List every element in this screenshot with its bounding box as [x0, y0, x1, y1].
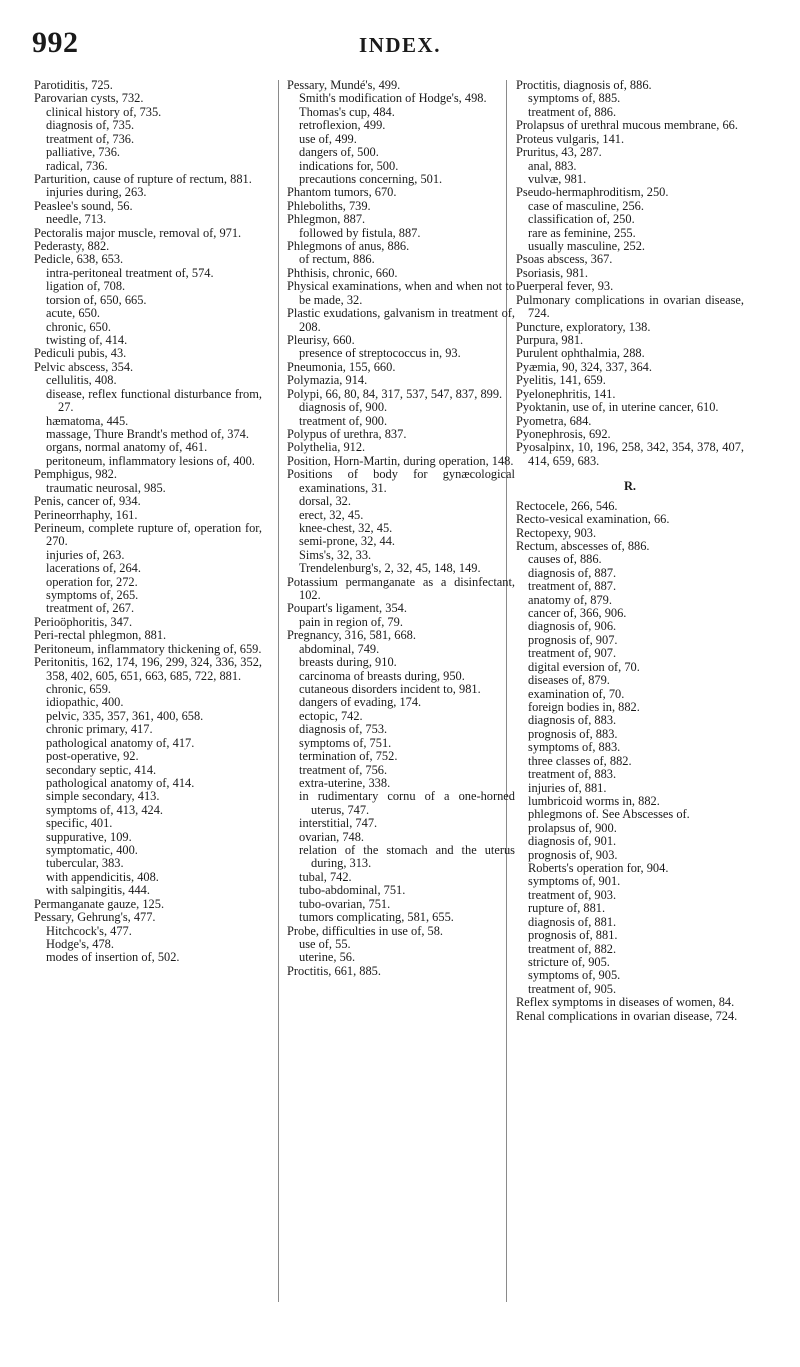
index-subentry: diagnosis of, 753. — [299, 722, 388, 737]
index-subentry: indications for, 500. — [299, 158, 399, 173]
index-subentry: erect, 32, 45. — [299, 507, 364, 522]
index-subentry: anal, 883. — [528, 158, 577, 173]
index-subentry: followed by fistula, 887. — [299, 225, 421, 240]
index-entry: Phantom tumors, 670. — [287, 185, 397, 200]
index-entry: Permanganate gauze, 125. — [34, 896, 165, 911]
index-entry: Rectopexy, 903. — [516, 525, 597, 540]
index-subentry: treatment of, 900. — [299, 413, 388, 428]
index-subentry: traumatic neurosal, 985. — [46, 480, 166, 495]
index-entry: Pectoralis major muscle, removal of, 971. — [34, 225, 242, 240]
index-subentry: tumors complicating, 581, 655. — [299, 910, 454, 925]
index-entry: Poupart's ligament, 354. — [287, 601, 407, 616]
index-subentry: dangers of evading, 174. — [299, 695, 422, 710]
index-entry: Pregnancy, 316, 581, 668. — [287, 628, 416, 643]
index-subentry: operation for, 272. — [46, 574, 138, 589]
index-entry: Proctitis, 661, 885. — [287, 963, 381, 978]
index-entry: Rectum, abscesses of, 886. — [516, 538, 650, 553]
index-subentry: simple secondary, 413. — [46, 789, 160, 804]
index-subentry: symptomatic, 400. — [46, 843, 138, 858]
index-entry: Parturition, cause of rupture of rectum, 881. — [34, 171, 252, 186]
index-subentry: foreign bodies in, 882. — [528, 699, 640, 714]
index-subentry: tubercular, 383. — [46, 856, 124, 871]
index-entry: Polythelia, 912. — [287, 440, 366, 455]
index-column-3 — [516, 79, 744, 1023]
index-subentry: in rudimentary cornu of a one-horned uterus, 747. — [299, 789, 515, 817]
index-entry: Pyonephrosis, 692. — [516, 426, 611, 441]
index-entry: Plastic exudations, galvanism in treatment of, 208. — [287, 306, 515, 334]
index-subentry: peritoneum, inflammatory lesions of, 400. — [46, 453, 255, 468]
index-subentry: case of masculine, 256. — [528, 198, 644, 213]
index-subentry: diagnosis of, 735. — [46, 118, 135, 133]
index-entry: Pederasty, 882. — [34, 239, 110, 254]
index-entry: Pulmonary complications in ovarian disease, 724. — [516, 292, 744, 321]
index-subentry: symptoms of, 885. — [528, 91, 621, 106]
index-subentry: treatment of, 905. — [528, 981, 617, 996]
index-subentry: use of, 499. — [299, 131, 357, 146]
index-subentry: treatment of, 886. — [528, 104, 617, 119]
page-number: 992 — [32, 26, 79, 59]
index-subentry: anatomy of, 879. — [528, 592, 612, 607]
column-divider — [278, 80, 279, 1302]
index-subentry: phlegmons of. See Abscesses of. — [528, 807, 690, 822]
index-subentry: causes of, 886. — [528, 552, 602, 567]
index-subentry: abdominal, 749. — [299, 641, 380, 656]
index-entry: Potassium permanganate as a disinfectant, 102. — [287, 574, 515, 603]
index-subentry: twisting of, 414. — [46, 333, 128, 348]
index-entry: Puerperal fever, 93. — [516, 279, 614, 294]
index-subentry: radical, 736. — [46, 158, 108, 173]
index-entry: Polymazia, 914. — [287, 373, 368, 388]
index-subentry: carcinoma of breasts during, 950. — [299, 668, 465, 683]
index-subentry: post-operative, 92. — [46, 749, 139, 764]
index-subentry: ectopic, 742. — [299, 708, 363, 723]
index-subentry: diagnosis of, 901. — [528, 834, 617, 849]
index-subentry: Hodge's, 478. — [46, 937, 114, 951]
index-subentry: symptoms of, 265. — [46, 588, 139, 603]
index-subentry: disease, reflex functional disturbance from, 27. — [46, 386, 262, 415]
index-subentry: modes of insertion of, 502. — [46, 950, 180, 965]
index-subentry: pain in region of, 79. — [299, 614, 403, 629]
index-subentry: Thomas's cup, 484. — [299, 104, 395, 119]
index-subentry: uterine, 56. — [299, 950, 356, 965]
index-subentry: semi-prone, 32, 44. — [299, 534, 396, 549]
index-entry: Renal complications in ovarian disease, 724. — [516, 1008, 738, 1023]
index-entry: Prolapsus of urethral mucous membrane, 66. — [516, 118, 738, 133]
index-subentry: injuries of, 881. — [528, 780, 607, 795]
index-subentry: Hitchcock's, 477. — [46, 923, 132, 938]
index-entry: Positions of body for gynæcological examinations, 31. — [287, 467, 515, 495]
index-subentry: pelvic, 335, 357, 361, 400, 658. — [46, 708, 204, 723]
index-entry: Phlegmons of anus, 886. — [287, 239, 410, 254]
index-entry: Pelvic abscess, 354. — [34, 359, 134, 374]
index-subentry: tubo-abdominal, 751. — [299, 883, 406, 898]
index-entry: Recto-vesical examination, 66. — [516, 512, 670, 527]
index-subentry: symptoms of, 751. — [299, 735, 392, 750]
index-entry: Position, Horn-Martin, during operation, 148. — [287, 453, 514, 468]
index-subentry: diagnosis of, 883. — [528, 713, 617, 728]
index-subentry: treatment of, 736. — [46, 131, 135, 146]
index-subentry: chronic primary, 417. — [46, 722, 153, 737]
index-subentry: injuries during, 263. — [46, 185, 147, 200]
index-subentry: stricture of, 905. — [528, 955, 610, 969]
index-entry: Pneumonia, 155, 660. — [287, 359, 396, 374]
index-entry: Penis, cancer of, 934. — [34, 494, 141, 509]
index-entry: Pemphigus, 982. — [34, 467, 117, 482]
index-entry: Pessary, Mundé's, 499. — [287, 78, 401, 92]
index-subentry: diagnosis of, 900. — [299, 400, 388, 415]
index-subentry: tubo-ovarian, 751. — [299, 896, 391, 911]
index-entry: Pyelonephritis, 141. — [516, 386, 616, 401]
index-subentry: tubal, 742. — [299, 869, 352, 884]
index-entry: Peaslee's sound, 56. — [34, 198, 133, 213]
index-subentry: diagnosis of, 887. — [528, 565, 617, 580]
index-entry: Proteus vulgaris, 141. — [516, 131, 625, 146]
index-subentry: secondary septic, 414. — [46, 762, 157, 777]
index-subentry: treatment of, 903. — [528, 887, 617, 902]
index-subentry: treatment of, 267. — [46, 601, 135, 616]
index-subentry: torsion of, 650, 665. — [46, 292, 147, 307]
index-subentry: examination of, 70. — [528, 686, 625, 701]
index-subentry: injuries of, 263. — [46, 547, 125, 562]
index-subentry: treatment of, 756. — [299, 762, 388, 777]
index-subentry: idiopathic, 400. — [46, 695, 124, 710]
index-entry: Polypi, 66, 80, 84, 317, 537, 547, 837, 899. — [287, 386, 503, 401]
index-subentry: use of, 55. — [299, 937, 351, 951]
index-subentry: organs, normal anatomy of, 461. — [46, 440, 208, 455]
index-entry: Pedicle, 638, 653. — [34, 252, 124, 267]
index-entry: Puncture, exploratory, 138. — [516, 319, 651, 334]
index-subentry: Smith's modification of Hodge's, 498. — [299, 91, 487, 106]
index-subentry: palliative, 736. — [46, 145, 120, 160]
index-subentry: symptoms of, 905. — [528, 968, 621, 983]
index-entry: Peritonitis, 162, 174, 196, 299, 324, 336, 352, 358, 402, 605, 651, 663, 685, 722, 881. — [34, 655, 262, 683]
index-subentry: rare as feminine, 255. — [528, 225, 636, 240]
index-subentry: suppurative, 109. — [46, 829, 132, 844]
index-subentry: dorsal, 32. — [299, 494, 351, 509]
index-entry: Perineum, complete rupture of, operation for, 270. — [34, 520, 262, 549]
index-subentry: treatment of, 887. — [528, 579, 617, 594]
index-column-1 — [34, 79, 262, 965]
index-subentry: intra-peritoneal treatment of, 574. — [46, 265, 214, 280]
index-entry: Phthisis, chronic, 660. — [287, 265, 398, 280]
index-subentry: retroflexion, 499. — [299, 118, 386, 133]
index-subentry: extra-uterine, 338. — [299, 775, 391, 790]
index-entry: Reflex symptoms in diseases of women, 84. — [516, 995, 735, 1010]
index-entry: Physical examinations, when and when not to be made, 32. — [287, 279, 515, 307]
index-entry: Peritoneum, inflammatory thickening of, 659. — [34, 641, 262, 656]
index-subentry: breasts during, 910. — [299, 655, 397, 670]
index-subentry: diagnosis of, 906. — [528, 619, 617, 634]
index-subentry: symptoms of, 413, 424. — [46, 802, 164, 817]
index-subentry: diseases of, 879. — [528, 673, 610, 688]
index-subentry: presence of streptococcus in, 93. — [299, 346, 461, 361]
index-subentry: cellulitis, 408. — [46, 373, 117, 388]
index-subentry: with appendicitis, 408. — [46, 869, 159, 884]
index-entry: Parovarian cysts, 732. — [34, 91, 144, 106]
index-subentry: chronic, 659. — [46, 681, 112, 696]
index-entry: Pyæmia, 90, 324, 337, 364. — [516, 359, 652, 374]
index-entry: Pyelitis, 141, 659. — [516, 373, 606, 388]
index-subentry: of rectum, 886. — [299, 252, 375, 267]
index-subentry: hæmatoma, 445. — [46, 413, 129, 428]
index-subentry: rupture of, 881. — [528, 901, 606, 916]
index-subentry: lacerations of, 264. — [46, 561, 141, 576]
index-entry: Pyometra, 684. — [516, 413, 592, 428]
index-subentry: Sims's, 32, 33. — [299, 547, 372, 562]
index-entry: Pyosalpinx, 10, 196, 258, 342, 354, 378, 407, 414, 659, 683. — [516, 440, 744, 468]
index-subentry: pathological anatomy of, 414. — [46, 775, 195, 790]
index-subentry: specific, 401. — [46, 816, 113, 831]
index-entry: Proctitis, diagnosis of, 886. — [516, 78, 652, 92]
index-subentry: digital eversion of, 70. — [528, 659, 640, 674]
index-subentry: three classes of, 882. — [528, 753, 632, 768]
index-subentry: symptoms of, 901. — [528, 874, 621, 889]
index-entry: Pyoktanin, use of, in uterine cancer, 610. — [516, 400, 719, 415]
index-subentry: dangers of, 500. — [299, 145, 379, 160]
index-subentry: symptoms of, 883. — [528, 740, 621, 755]
index-subentry: massage, Thure Brandt's method of, 374. — [46, 426, 249, 441]
index-subentry: prognosis of, 883. — [528, 726, 618, 741]
index-subentry: vulvæ, 981. — [528, 171, 587, 186]
index-subentry: prolapsus of, 900. — [528, 820, 617, 835]
index-subentry: with salpingitis, 444. — [46, 883, 150, 898]
index-subentry: termination of, 752. — [299, 749, 398, 764]
index-subentry: lumbricoid worms in, 882. — [528, 793, 660, 808]
index-entry: Parotiditis, 725. — [34, 78, 113, 92]
index-entry: Pediculi pubis, 43. — [34, 346, 127, 361]
index-subentry: usually masculine, 252. — [528, 239, 646, 254]
index-entry: Pessary, Gehrung's, 477. — [34, 910, 156, 925]
index-subentry: knee-chest, 32, 45. — [299, 520, 393, 535]
index-subentry: precautions concerning, 501. — [299, 171, 443, 186]
index-entry: Probe, difficulties in use of, 58. — [287, 923, 444, 938]
index-entry: Pruritus, 43, 287. — [516, 145, 602, 160]
index-subentry: relation of the stomach and the uterus during, 313. — [299, 843, 515, 871]
index-entry: Perioöphoritis, 347. — [34, 614, 133, 629]
index-subentry: ovarian, 748. — [299, 829, 365, 844]
index-subentry: chronic, 650. — [46, 319, 112, 334]
index-entry: Polypus of urethra, 837. — [287, 426, 407, 441]
index-entry: Perineorrhaphy, 161. — [34, 507, 138, 522]
index-subentry: clinical history of, 735. — [46, 104, 162, 119]
index-subentry: cancer of, 366, 906. — [528, 606, 627, 621]
index-entry: Purpura, 981. — [516, 333, 584, 348]
index-subentry: diagnosis of, 881. — [528, 914, 617, 929]
index-subentry: treatment of, 907. — [528, 646, 617, 661]
index-subentry: ligation of, 708. — [46, 279, 126, 294]
index-column-2 — [287, 79, 515, 978]
index-subentry: Trendelenburg's, 2, 32, 45, 148, 149. — [299, 561, 481, 576]
index-entry: Psoriasis, 981. — [516, 265, 588, 280]
index-entry: Psoas abscess, 367. — [516, 252, 613, 267]
index-entry: Phlegmon, 887. — [287, 212, 366, 227]
index-subentry: treatment of, 882. — [528, 941, 617, 956]
index-subentry: Roberts's operation for, 904. — [528, 861, 669, 876]
index-subentry: treatment of, 883. — [528, 767, 617, 782]
index-subentry: pathological anatomy of, 417. — [46, 735, 195, 750]
index-entry: Pleurisy, 660. — [287, 333, 355, 348]
index-entry: Rectocele, 266, 546. — [516, 498, 618, 513]
index-entry: Purulent ophthalmia, 288. — [516, 346, 645, 361]
index-subentry: prognosis of, 881. — [528, 928, 618, 943]
index-entry: Phleboliths, 739. — [287, 198, 371, 213]
running-head: INDEX. — [359, 33, 441, 57]
index-subentry: classification of, 250. — [528, 212, 635, 227]
index-subentry: needle, 713. — [46, 212, 107, 227]
index-entry: Pseudo-hermaphroditism, 250. — [516, 185, 669, 200]
section-letter-heading: R. — [623, 479, 637, 494]
index-subentry: prognosis of, 903. — [528, 847, 618, 862]
index-subentry: acute, 650. — [46, 306, 101, 321]
index-entry: Peri-rectal phlegmon, 881. — [34, 628, 167, 643]
index-subentry: cutaneous disorders incident to, 981. — [299, 681, 481, 696]
index-subentry: prognosis of, 907. — [528, 632, 618, 647]
index-subentry: interstitial, 747. — [299, 816, 378, 831]
